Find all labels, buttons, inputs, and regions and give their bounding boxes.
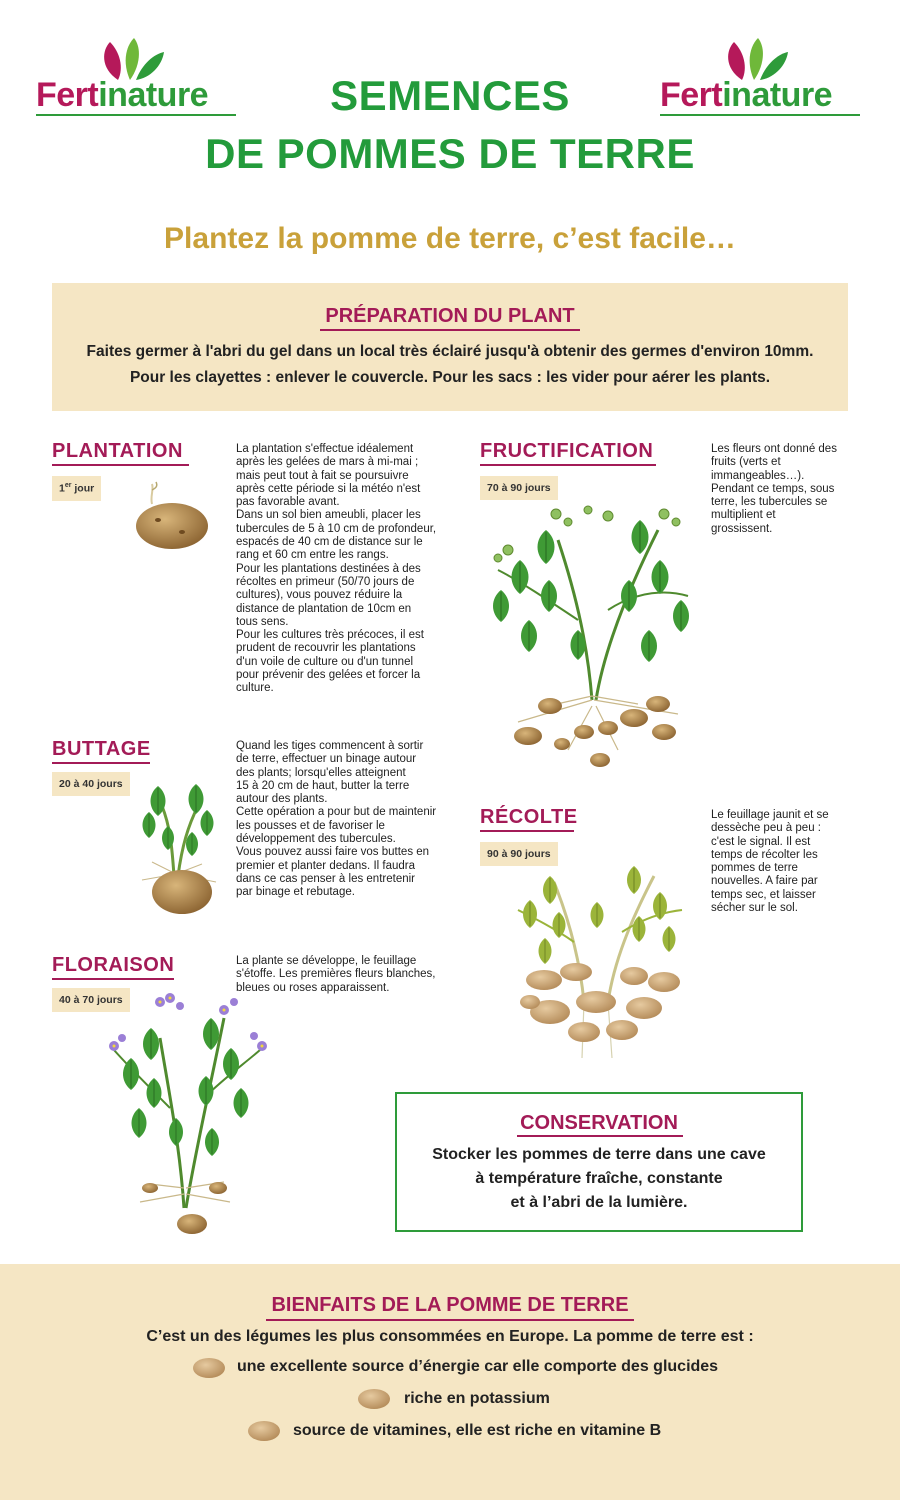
main-title-line1: SEMENCES <box>330 72 570 119</box>
text-line: Pendant ce temps, sous <box>711 482 835 495</box>
text-line: immangeables…). <box>711 469 805 482</box>
conservation-box <box>395 1092 803 1232</box>
text-line: temps de récolter les <box>711 848 818 861</box>
potato-bullet-icon <box>247 1420 281 1442</box>
young-plant-illustration <box>132 776 222 916</box>
buttage-description <box>236 740 456 900</box>
plantation-underline <box>52 464 189 466</box>
text-line: Vous pouvez aussi faire vos buttes en <box>236 846 430 859</box>
text-line: Dans un sol bien ameubli, placer les <box>236 509 421 522</box>
text-line: La plantation s'effectue idéalement <box>236 443 414 455</box>
floraison-description <box>236 955 456 995</box>
floraison-badge: 40 à 70 jours <box>52 988 130 1012</box>
recolte-title: RÉCOLTE <box>480 806 578 828</box>
subtitle: Plantez la pomme de terre, c’est facile… <box>164 222 736 255</box>
preparation-line1: Faites germer à l'abri du gel dans un local très éclairé jusqu'à obtenir des germes d'environ 10mm. <box>86 343 814 360</box>
text-line: développement des tubercules. <box>236 833 396 846</box>
conservation-underline <box>517 1135 683 1137</box>
text-line: distance de plantation de 10cm en <box>236 602 412 615</box>
text-line: sécher sur le sol. <box>711 902 798 915</box>
text-line: cultures), vous pouvez réduire la <box>236 589 403 602</box>
recolte-badge: 90 à 90 jours <box>480 842 558 866</box>
conservation-line3: et à l’abri de la lumière. <box>510 1194 688 1211</box>
bienfaits-title: BIENFAITS DE LA POMME DE TERRE <box>271 1294 629 1316</box>
badge-unit: jour <box>74 482 95 495</box>
text-line: temps sec, et laisser <box>711 888 816 901</box>
recolte-underline <box>480 830 574 832</box>
conservation-line1: Stocker les pommes de terre dans une cave <box>432 1146 766 1163</box>
bienfaits-item: riche en potassium <box>404 1390 550 1407</box>
text-line: espacés de 40 cm de distance sur le <box>236 536 423 549</box>
harvest-illustration <box>514 852 686 1064</box>
text-line: Cette opération a pour but de maintenir <box>236 806 437 819</box>
text-line: pommes de terre <box>711 862 798 875</box>
text-line: après cette période si la météo n'est <box>236 482 421 495</box>
text-line: nouvelles. A faire par <box>711 875 818 888</box>
text-line: Pour les cultures très précoces, il est <box>236 629 424 642</box>
text-line: autour des plants. <box>236 793 328 806</box>
bienfaits-item: une excellente source d’énergie car elle comporte des glucides <box>237 1358 719 1375</box>
plantation-badge <box>52 476 101 501</box>
conservation-title: CONSERVATION <box>520 1112 678 1134</box>
fruiting-plant-illustration <box>488 500 700 770</box>
text-line: multiplient et <box>711 509 776 522</box>
buttage-underline <box>52 762 150 764</box>
preparation-box <box>52 283 848 411</box>
flowering-plant-illustration <box>100 988 275 1238</box>
text-line: terre, les tubercules se <box>711 496 828 509</box>
text-line: pas favorable avant. <box>236 496 340 509</box>
text-line: par binage et rebutage. <box>236 886 355 899</box>
logo-text-part1: Fert <box>660 76 723 114</box>
bienfaits-underline <box>266 1319 634 1321</box>
potato-bullet-icon <box>192 1357 226 1379</box>
text-line: les pousses et de favoriser le <box>236 819 385 832</box>
text-line: premier et planter dedans. Il faudra <box>236 859 415 872</box>
floraison-title: FLORAISON <box>52 954 175 976</box>
potato-bullet-icon <box>357 1388 391 1410</box>
bienfaits-box <box>0 1264 900 1500</box>
fructification-underline <box>480 464 656 466</box>
text-line: pour prévenir des gelées et forcer la <box>236 669 421 682</box>
preparation-line2: Pour les clayettes : enlever le couvercle. Pour les sacs : les vider pour aérer les plants. <box>129 369 771 386</box>
logo-text-part2: inature <box>98 76 209 114</box>
text-line: culture. <box>236 682 274 695</box>
logo-text-part1: Fert <box>36 76 99 114</box>
text-line: prudent de recouvrir les plantations <box>236 642 416 655</box>
text-line: après les gelées de mars à mi-mai ; <box>236 456 419 469</box>
text-line: tubercules de 5 à 10 cm de profondeur, <box>236 522 437 535</box>
fructification-badge: 70 à 90 jours <box>480 476 558 500</box>
plantation-title: PLANTATION <box>52 440 183 462</box>
logo-text-part2: inature <box>722 76 833 114</box>
badge-number: 1 <box>59 482 65 495</box>
bienfaits-item: source de vitamines, elle est riche en vitamine B <box>293 1422 662 1439</box>
plantation-description <box>236 443 450 696</box>
text-line: mais peut tout à fait se poursuivre <box>236 469 409 482</box>
text-line: de terre, effectuer un binage autour <box>236 753 417 766</box>
text-line: c'est le signal. Il est <box>711 835 811 848</box>
bienfaits-intro: C’est un des légumes les plus consommées en Europe. La pomme de terre est : <box>146 1328 754 1345</box>
fructification-description <box>711 443 861 536</box>
recolte-description <box>711 809 861 915</box>
buttage-badge: 20 à 40 jours <box>52 772 130 796</box>
text-line: s'étoffe. Les premières fleurs blanches, <box>236 968 436 981</box>
floraison-underline <box>52 978 174 980</box>
fructification-title: FRUCTIFICATION <box>480 440 654 462</box>
text-line: dans ce cas penser à les entretenir <box>236 872 415 885</box>
text-line: Les fleurs ont donné des <box>711 443 837 455</box>
text-line: fruits (verts et <box>711 456 781 469</box>
text-line: des plants; lorsqu'elles atteignent <box>236 766 406 779</box>
text-line: récoltes en primeur (50/70 jours de <box>236 575 415 588</box>
text-line: tous sens. <box>236 615 289 628</box>
text-line: dessèche peu à peu : <box>711 822 821 835</box>
preparation-underline <box>320 329 580 331</box>
text-line: 15 à 20 cm de haut, butter la terre <box>236 779 410 792</box>
text-line: La plante se développe, le feuillage <box>236 955 417 967</box>
text-line: Le feuillage jaunit et se <box>711 809 829 821</box>
conservation-line2: à température fraîche, constante <box>475 1170 723 1187</box>
main-title-line2: DE POMMES DE TERRE <box>205 130 695 177</box>
text-line: d'un voile de culture ou d'un tunnel <box>236 655 414 668</box>
buttage-title: BUTTAGE <box>52 738 151 760</box>
sprouting-potato-illustration <box>130 480 214 552</box>
text-line: rang et 60 cm entre les rangs. <box>236 549 389 562</box>
text-line: grossissent. <box>711 522 773 535</box>
preparation-title: PRÉPARATION DU PLANT <box>325 305 575 327</box>
text-line: Quand les tiges commencent à sortir <box>236 740 424 752</box>
text-line: Pour les plantations destinées à des <box>236 562 421 575</box>
text-line: bleues ou roses apparaissent. <box>236 981 390 994</box>
badge-superscript: er <box>64 482 72 489</box>
